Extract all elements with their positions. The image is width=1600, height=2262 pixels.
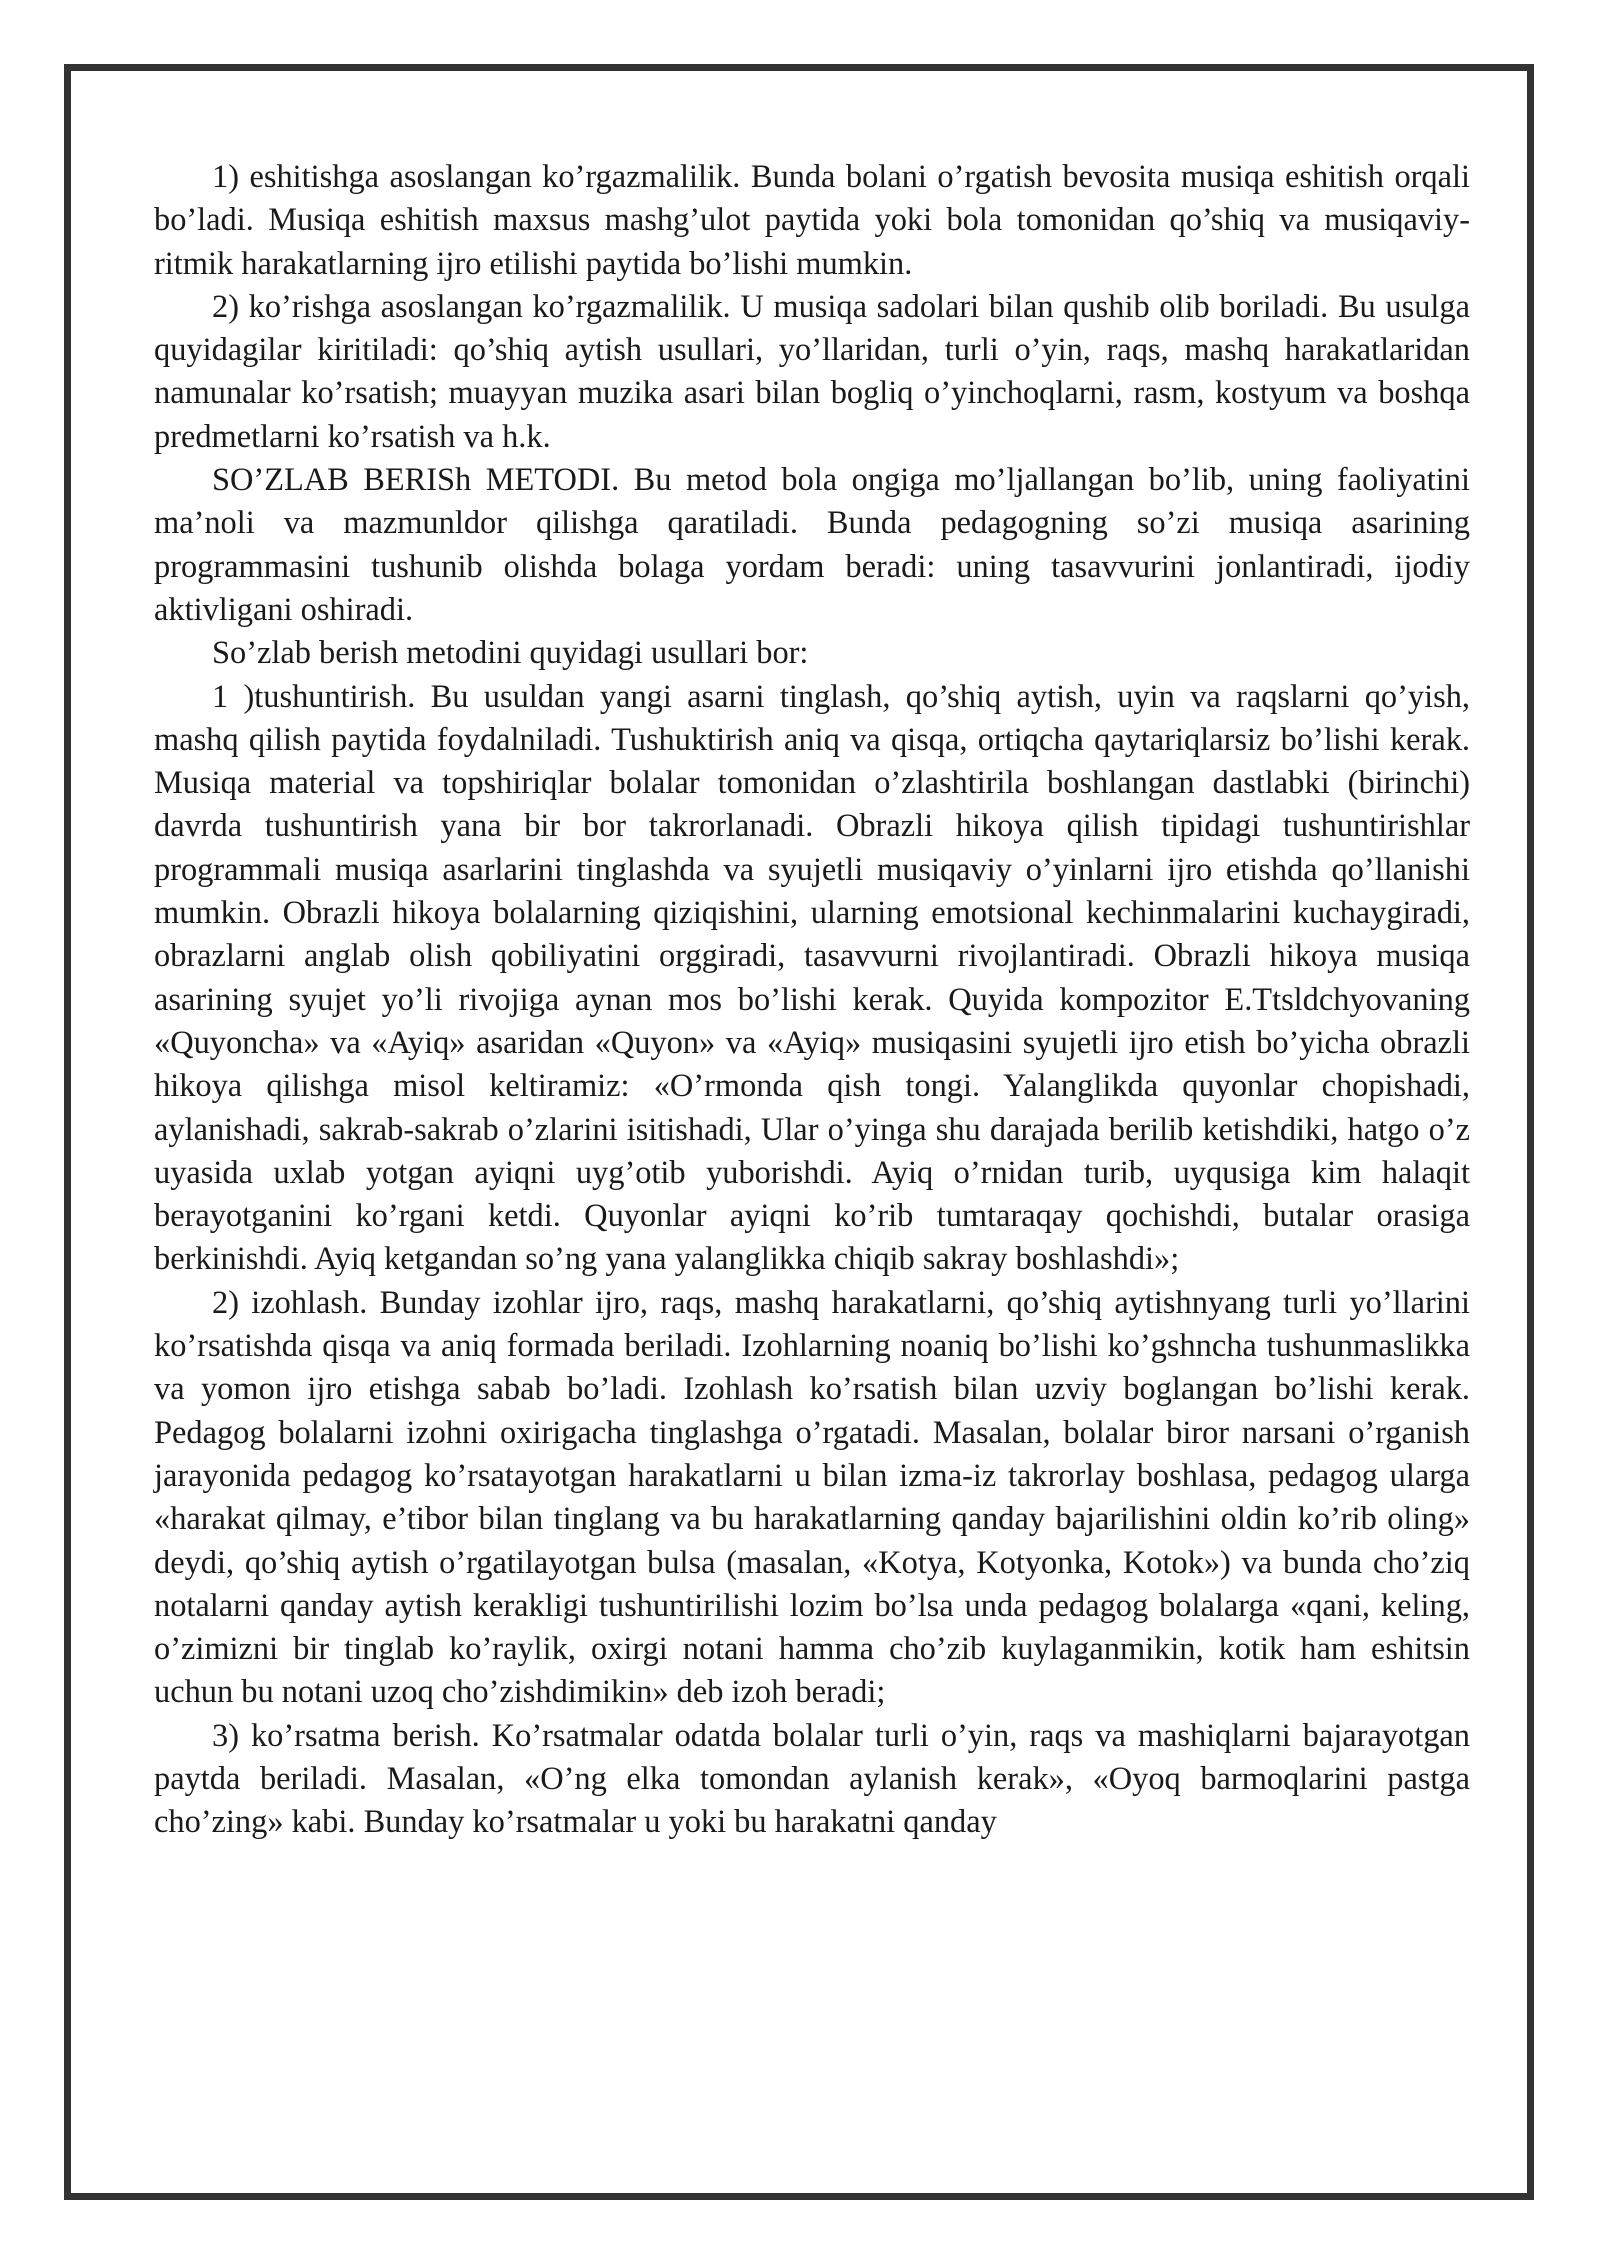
paragraph-explanation: 1 )tushuntirish. Bu usuldan yangi asarni tinglash, qo’shiq aytish, uyin va raqslarni qo’yish, mashq qilish paytida foydalniladi. Tushuktirish aniq va qisqa, ortiqcha qaytariqlarsiz bo’lishi kerak. Musiqa material va topshiriqlar bolalar tomonidan o’zlashtirila boshlangan dastlabki (birinchi) davrda tushuntirish yana bir bor takrorlanadi. Obrazli hikoya qilish tipidagi tushuntirishlar programmali musiqa asarlarini tinglashda va syujetli musiqaviy o’yinlarni ijro etishda qo’llanishi mumkin. Obrazli hikoya bolalarning qiziqishini, ularning emotsional kechinmalarini kuchaygiradi, obrazlarni anglab olish qobiliyatini orggiradi, tasavvurni rivojlantiradi. Obrazli hikoya musiqa asarining syujet yo’li rivojiga aynan mos bo’lishi kerak. Quyida kompozitor E.Ttsldchyovaning «Quyoncha» va «Ayiq» asaridan «Quyon» va «Ayiq» musiqasini syujetli ijro etish bo’yicha obrazli hikoya qilishga misol keltiramiz: «O’rmonda qish tongi. Yalanglikda quyonlar chopishadi, aylanishadi, sakrab-sakrab o’zlarini isitishadi, Ular o’yinga shu darajada berilib ketishdiki, hatgo o’z uyasida uxlab yotgan ayiqni uyg’otib yuborishdi. Ayiq o’rnidan turib, uyqusiga kim halaqit berayotganini ko’rgani ketdi. Quyonlar ayiqni ko’rib tumtaraqay qochishdi, butalar orasiga berkinishdi. Ayiq ketgandan so’ng yana yalanglikka chiqib sakray boshlashdi»; xyxy=(154,678,1470,1278)
paragraph-seeing-visualization: 2) ko’rishga asoslangan ko’rgazmalilik. U musiqa sadolari bilan qushib olib boriladi. Bu usulga quyidagilar kiritiladi: qo’shiq aytish usullari, yo’llaridan, turli o’yin, raqs, mashq harakatlaridan namunalar ko’rsatish; muayyan muzika asari bilan bogliq o’yinchoqlarni, rasm, kostyum va boshqa predmetlarni ko’rsatish va h.k. xyxy=(154,288,1470,455)
paragraph-instruction: 3) ko’rsatma berish. Ko’rsatmalar odatda bolalar turli o’yin, raqs va mashiqlarni bajarayotgan paytda beriladi. Masalan, «O’ng elka tomondan aylanish kerak», «Oyoq barmoqlarini pastga cho’zing» kabi. Bunday ko’rsatmalar u yoki bu harakatni qanday xyxy=(154,1717,1470,1841)
paragraph-hearing-visualization: 1) eshitishga asoslangan ko’rgazmalilik. Bunda bolani o’rgatish bevosita musiqa eshitish orqali bo’ladi. Musiqa eshitish maxsus mashg’ulot paytida yoki bola tomonidan qo’shiq va musiqaviy-ritmik harakatlarning ijro etilishi paytida bo’lishi mumkin. xyxy=(154,159,1470,282)
document-body xyxy=(154,156,1470,1845)
paragraph-storytelling-method: SO’ZLAB BERISh METODI. Bu metod bola ongiga mo’ljallangan bo’lib, uning faoliyatini ma’noli va mazmunldor qilishga qaratiladi. Bunda pedagogning so’zi musiqa asarining programmasini tushunib olishda bolaga yordam beradi: uning tasavvurini jonlantiradi, ijodiy aktivligani oshiradi. xyxy=(154,462,1470,628)
paragraph-commentary: 2) izohlash. Bunday izohlar ijro, raqs, mashq harakatlarni, qo’shiq aytishnyang turli yo’llarini ko’rsatishda qisqa va aniq formada beriladi. Izohlarning noaniq bo’lishi ko’gshncha tushunmaslikka va yomon ijro etishga sabab bo’ladi. Izohlash ko’rsatish bilan uzviy boglangan bo’lishi kerak. Pedagog bolalarni izohni oxirigacha tinglashga o’rgatadi. Masalan, bolalar biror narsani o’rganish jarayonida pedagog ko’rsatayotgan harakatlarni u bilan izma-iz takrorlay boshlasa, pedagog ularga «harakat qilmay, e’tibor bilan tinglang va bu harakatlarning qanday bajarilishini oldin ko’rib oling» deydi, qo’shiq aytish o’rgatilayotgan bulsa (masalan, «Kotya, Kotyonka, Kotok») va bunda cho’ziq notalarni qanday aytish kerakligi tushuntirilishi lozim bo’lsa unda pedagog bolalarga «qani, keling, o’zimizni bir tinglab ko’raylik, oxirgi notani hamma cho’zib kuylaganmikin, kotik ham eshitsin uchun bu notani uzoq cho’zishdimikin» deb izoh beradi; xyxy=(154,1284,1470,1711)
paragraph-method-techniques-intro: So’zlab berish metodini quyidagi usullari bor: xyxy=(212,635,809,672)
